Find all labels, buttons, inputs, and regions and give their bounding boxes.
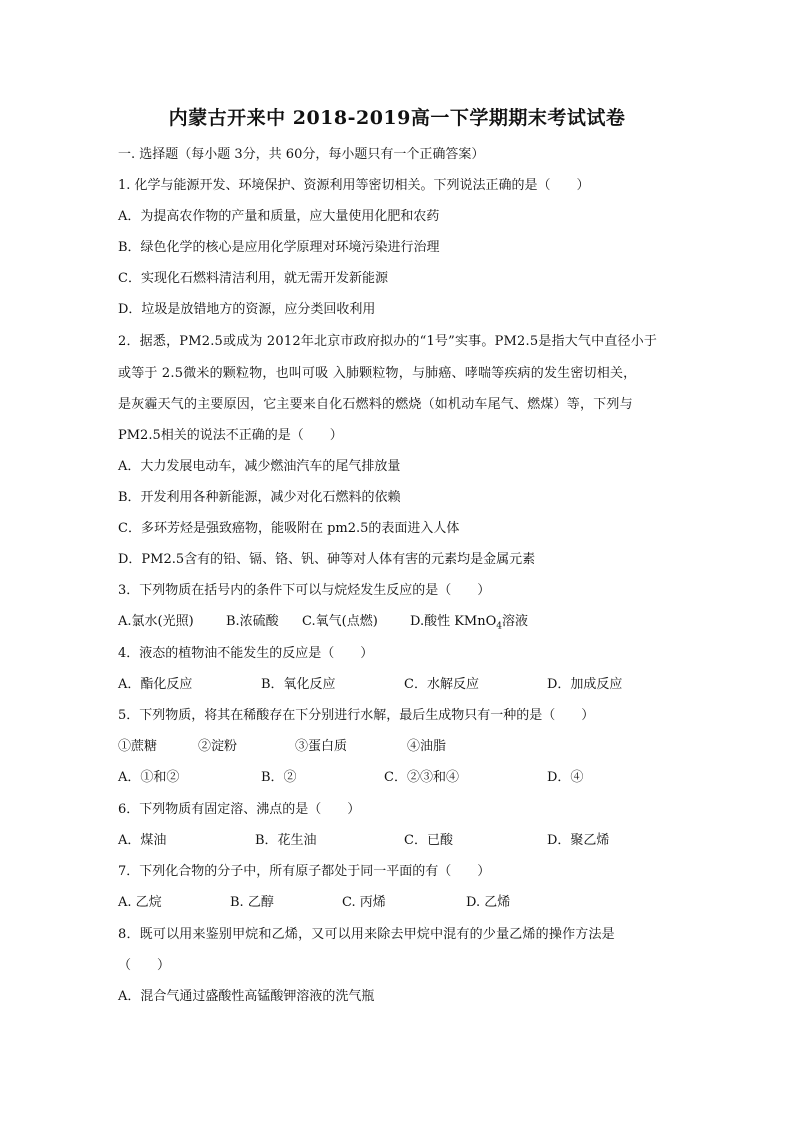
q5-item-4: ④油脂 [407, 739, 447, 754]
q5-option-b: B．② [261, 770, 297, 785]
exam-title: 内蒙古开来中 2018-2019高一下学期期末考试试卷 [168, 107, 626, 129]
q5-item-3: ③蛋白质 [295, 739, 348, 754]
q5-option-d: D．④ [547, 770, 584, 785]
q4-options [118, 676, 698, 694]
q6-option-a: A．煤油 [118, 833, 167, 848]
q6-option-d: D．聚乙烯 [547, 833, 610, 848]
q7-option-b: B. 乙醇 [230, 895, 274, 910]
q6-option-c: C．已酸 [404, 833, 453, 848]
q7-stem: 7．下列化合物的分子中，所有原子都处于同一平面的有（ ） [118, 864, 491, 879]
q4-option-d: D．加成反应 [547, 677, 623, 692]
section-heading: 一. 选择题（每小题 3分，共 60分，每小题只有一个正确答案） [118, 147, 485, 162]
q5-option-a: A．①和② [118, 770, 180, 785]
q8-stem-line-1: 8．既可以用来鉴别甲烷和乙烯，又可以用来除去甲烷中混有的少量乙烯的操作方法是 [118, 927, 615, 942]
q3-option-c: C.氧气(点燃) [302, 614, 378, 629]
q2-stem-line-3: 是灰霾天气的主要原因，它主要来自化石燃料的燃烧（如机动车尾气、燃煤）等，下列与 [118, 397, 633, 412]
q6-options [118, 832, 698, 850]
q1-option-a: A．为提高农作物的产量和质量，应大量使用化肥和农药 [118, 209, 440, 224]
q3-option-d-suffix: 溶液 [502, 614, 529, 629]
q2-stem-line-4: PM2.5相关的说法不正确的是（ ） [118, 428, 343, 443]
q5-options [118, 769, 698, 787]
q2-stem-line-1: 2．据悉，PM2.5或成为 2012年北京市政府拟办的“1号”实事。PM2.5是指大气中直径小于 [118, 334, 658, 349]
q4-option-a: A．酯化反应 [118, 677, 193, 692]
q7-option-d: D. 乙烯 [466, 895, 511, 910]
q8-option-a: A．混合气通过盛酸性高锰酸钾溶液的洗气瓶 [118, 989, 375, 1004]
q5-item-2: ②淀粉 [198, 739, 238, 754]
q3-stem: 3．下列物质在括号内的条件下可以与烷烃发生反应的是（ ） [118, 583, 491, 598]
q5-option-c: C．②③和④ [384, 770, 459, 785]
q5-item-1: ①蔗糖 [118, 739, 158, 754]
q2-option-c: C．多环芳烃是强致癌物，能吸附在 pm2.5的表面进入人体 [118, 521, 460, 536]
q2-stem-line-2: 或等于 2.5微米的颗粒物，也叫可吸 入肺颗粒物，与肺癌、哮喘等疾病的发生密切相关， [118, 366, 637, 381]
q7-options [118, 894, 698, 912]
q5-items [118, 738, 698, 756]
q4-stem: 4．液态的植物油不能发生的反应是（ ） [118, 646, 374, 661]
q3-options [118, 613, 698, 631]
q7-option-c: C. 丙烯 [342, 895, 386, 910]
q4-option-b: B．氧化反应 [261, 677, 336, 692]
q6-stem: 6．下列物质有固定溶、沸点的是（ ） [118, 802, 361, 817]
q8-stem-line-2: （ ） [118, 958, 171, 973]
q1-option-d: D．垃圾是放错地方的资源，应分类回收利用 [118, 302, 376, 317]
q1-stem: 1. 化学与能源开发、环境保护、资源利用等密切相关。下列说法正确的是（ ） [118, 178, 590, 193]
q3-option-d [410, 613, 528, 631]
q7-option-a: A. 乙烷 [118, 895, 162, 910]
q2-option-a: A．大力发展电动车，减少燃油汽车的尾气排放量 [118, 459, 401, 474]
q4-option-c: C．水解反应 [404, 677, 479, 692]
q3-option-d-subscript: 4 [496, 621, 503, 632]
q3-option-d-text: D.酸性 KMnO [410, 614, 497, 629]
q1-option-c: C．实现化石燃料清洁利用，就无需开发新能源 [118, 271, 388, 286]
q1-option-b: B．绿色化学的核心是应用化学原理对环境污染进行治理 [118, 240, 440, 255]
q3-option-a: A.氯水(光照) [118, 614, 194, 629]
q3-option-b: B.浓硫酸 [226, 614, 279, 629]
q6-option-b: B．花生油 [255, 833, 317, 848]
q2-option-d: D．PM2.5含有的铅、镉、铬、钒、砷等对人体有害的元素均是金属元素 [118, 552, 536, 567]
q5-stem: 5．下列物质，将其在稀酸存在下分别进行水解，最后生成物只有一种的是（ ） [118, 708, 595, 723]
q2-option-b: B．开发利用各种新能源，减少对化石燃料的依赖 [118, 490, 401, 505]
